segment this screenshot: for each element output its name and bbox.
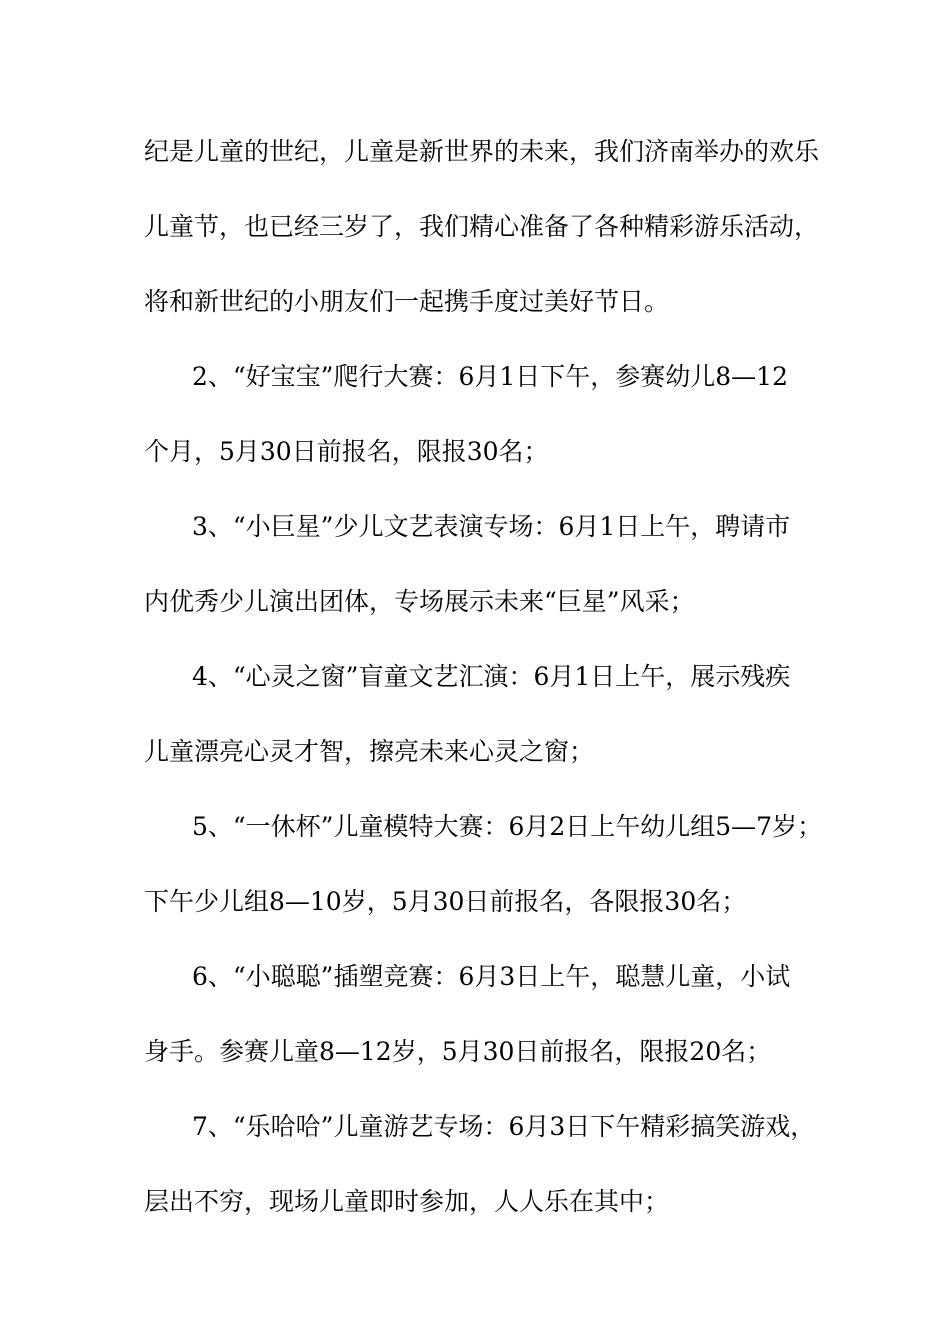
text-line: 儿童节，也已经三岁了，我们精心准备了各种精彩游乐活动，	[144, 212, 820, 241]
paragraph-start-line: 6、“小聪聪”插塑竞赛：6月3日上午，聪慧儿童，小试	[192, 962, 791, 991]
text-line: 下午少儿组8—10岁，5月30日前报名，各限报30名；	[144, 887, 747, 916]
paragraph-start-line: 2、“好宝宝”爬行大赛：6月1日下午，参赛幼儿8—12	[192, 362, 788, 391]
paragraph-start-line: 3、“小巨星”少儿文艺表演专场：6月1日上午，聘请市	[192, 512, 791, 541]
text-line: 个月，5月30日前报名，限报30名；	[144, 437, 549, 466]
text-line: 儿童漂亮心灵才智，擦亮未来心灵之窗；	[144, 737, 595, 766]
paragraph-start-line: 7、“乐哈哈”儿童游艺专场：6月3日下午精彩搞笑游戏，	[192, 1112, 816, 1141]
text-line: 纪是儿童的世纪，儿童是新世界的未来，我们济南举办的欢乐	[144, 137, 820, 166]
text-line: 层出不穷，现场儿童即时参加，人人乐在其中；	[144, 1187, 670, 1216]
text-line: 内优秀少儿演出团体，专场展示未来“巨星”风采；	[144, 587, 695, 616]
text-line: 将和新世纪的小朋友们一起携手度过美好节日。	[144, 287, 670, 316]
paragraph-start-line: 5、“一休杯”儿童模特大赛：6月2日上午幼儿组5—7岁；	[192, 812, 823, 841]
paragraph-start-line: 4、“心灵之窗”盲童文艺汇演：6月1日上午，展示残疾	[192, 662, 791, 691]
text-line: 身手。参赛儿童8—12岁，5月30日前报名，限报20名；	[144, 1037, 772, 1066]
